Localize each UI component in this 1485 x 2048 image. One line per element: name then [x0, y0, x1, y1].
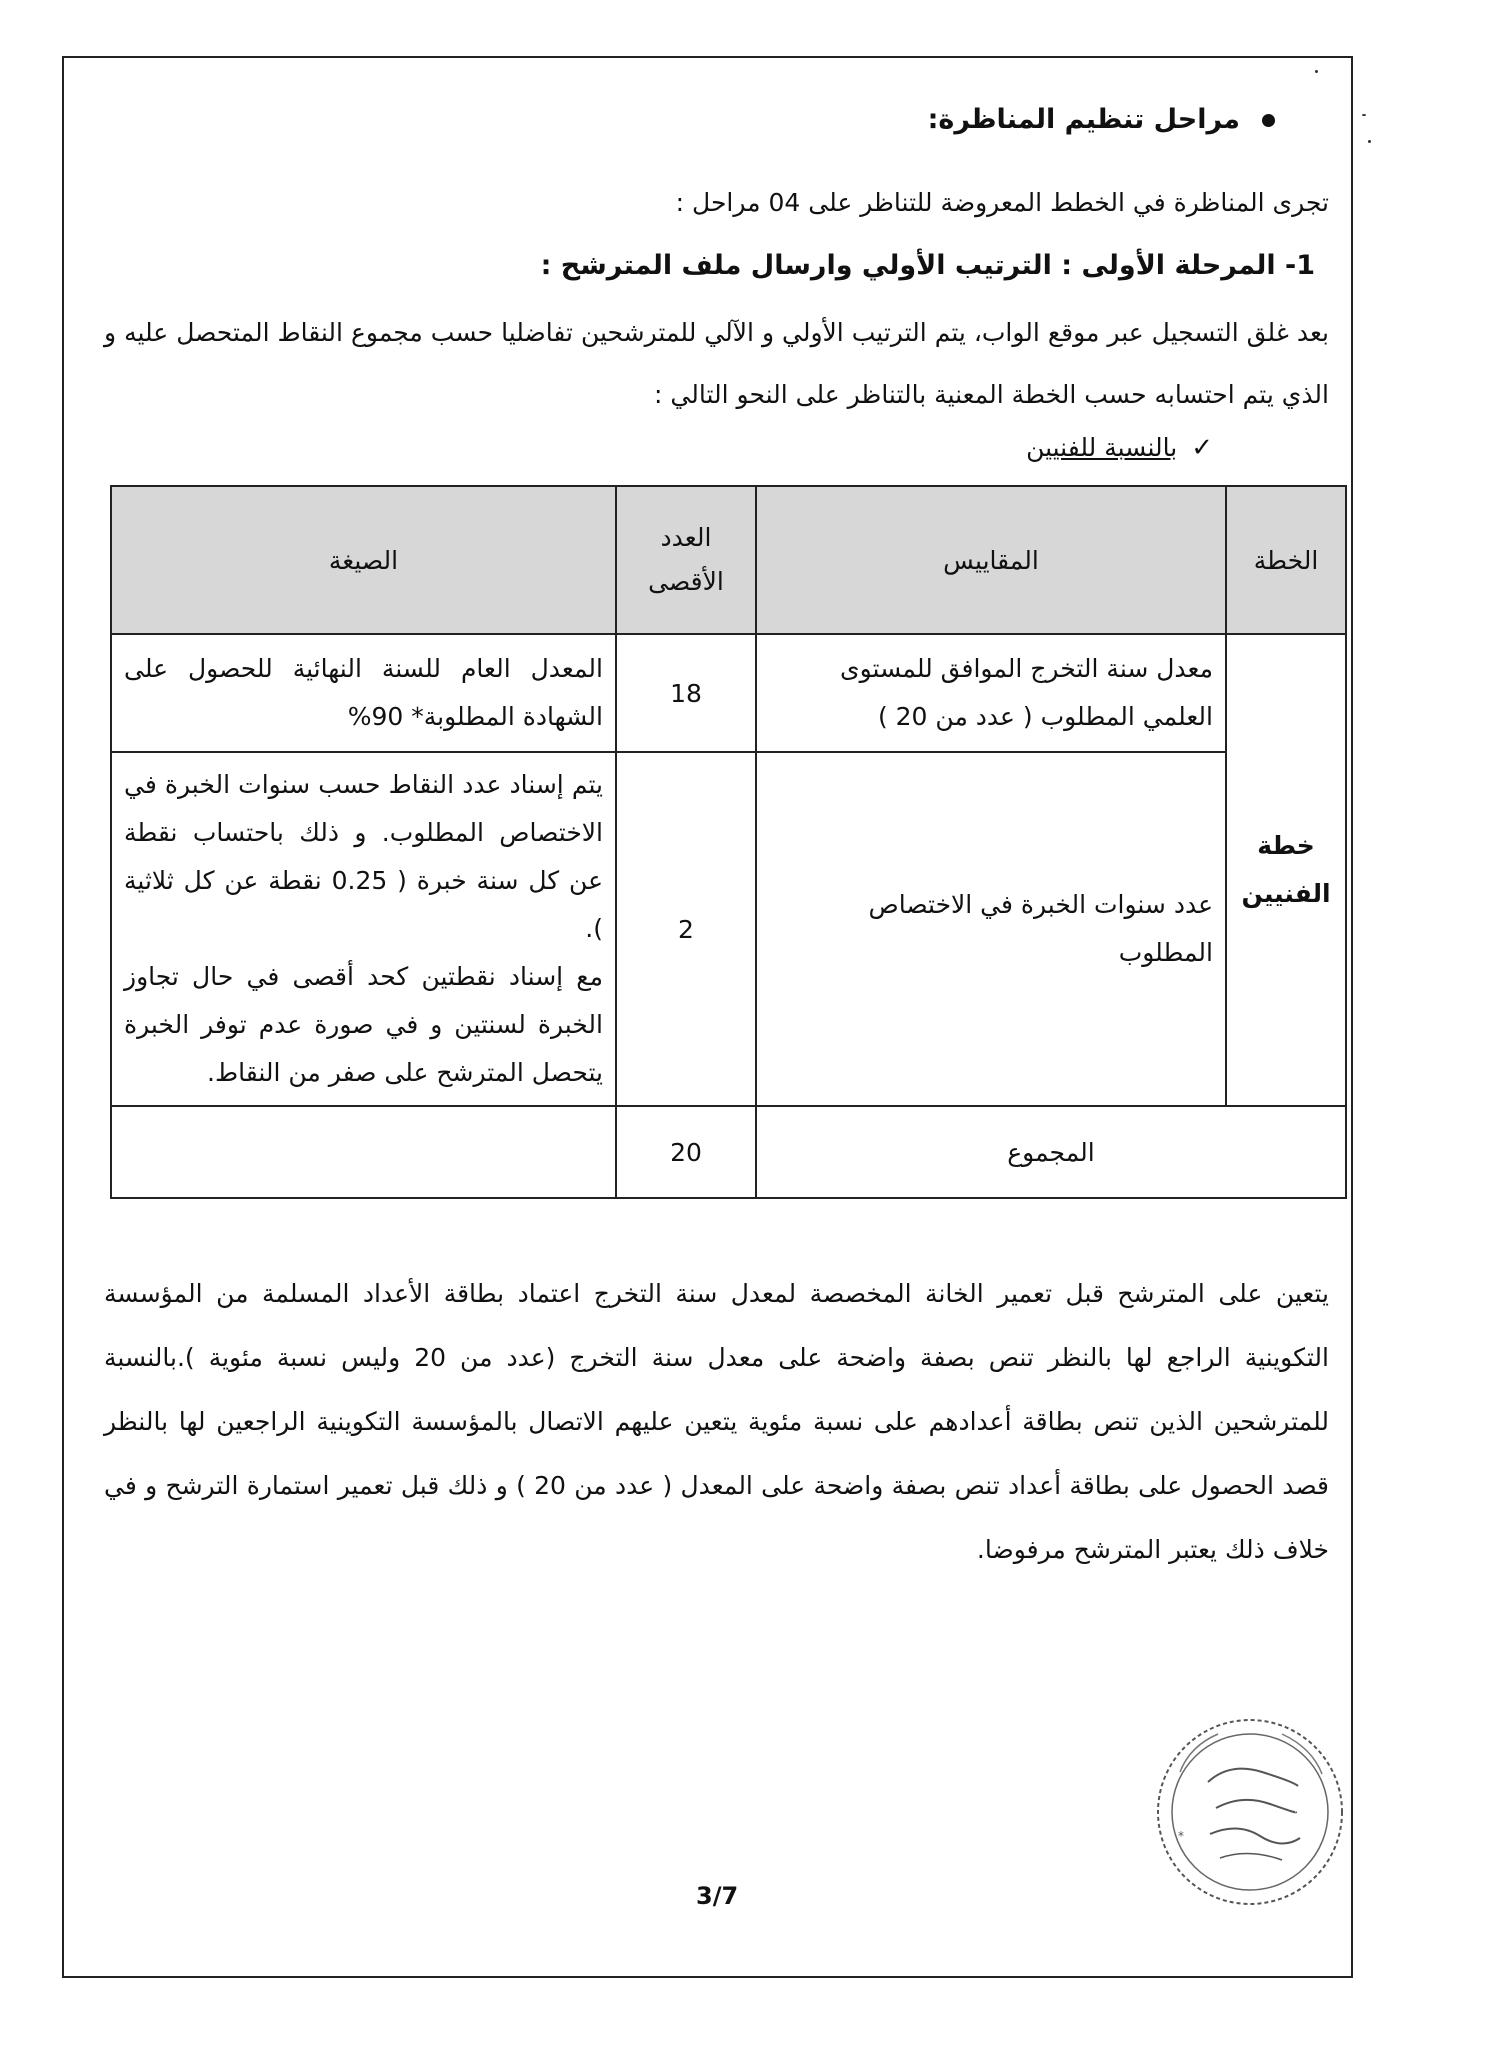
scan-speck [1362, 114, 1366, 116]
header-criteria: المقاييس [756, 486, 1226, 634]
bullet-icon [1262, 114, 1275, 127]
stamp-seal-icon [1150, 1712, 1350, 1912]
total-value: 20 [616, 1106, 756, 1198]
formula-cell [111, 752, 616, 1106]
scoring-table [110, 485, 1347, 1199]
section-heading: مراحل تنظيم المناظرة: [928, 104, 1275, 135]
criteria-cell: عدد سنوات الخبرة في الاختصاص المطلوب [756, 752, 1226, 1106]
scan-speck [1368, 140, 1371, 143]
formula-cell: المعدل العام للسنة النهائية للحصول على الشهادة المطلوبة* 90% [111, 634, 616, 752]
svg-text:*: * [1178, 1829, 1184, 1843]
total-empty-cell [111, 1106, 616, 1198]
official-stamp [1150, 1712, 1350, 1912]
max-cell: 2 [616, 752, 756, 1106]
phase-title: 1- المرحلة الأولى : الترتيب الأولي وارسال ملف المترشح : [540, 250, 1315, 281]
page-number: 3/7 [696, 1882, 739, 1910]
criteria-cell: معدل سنة التخرج الموافق للمستوى العلمي المطلوب ( عدد من 20 ) [756, 634, 1226, 752]
formula-part-2: مع إسناد نقطتين كحد أقصى في حال تجاوز الخبرة لسنتين و في صورة عدم توفر الخبرة يتحصل المترشح على صفر من النقاط. [124, 962, 603, 1087]
table-header-row [111, 486, 1346, 634]
subtitle-text: بالنسبة للفنيين [1026, 433, 1178, 462]
max-cell: 18 [616, 634, 756, 752]
intro-text: تجرى المناظرة في الخطط المعروضة للتناظر على 04 مراحل : [675, 188, 1329, 217]
table-row [111, 752, 1346, 1106]
formula-part-1: يتم إسناد عدد النقاط حسب سنوات الخبرة في الاختصاص المطلوب. و ذلك باحتساب نقطة عن كل سنة خبرة ( 0.25 نقطة عن كل ثلاثية ). [124, 770, 603, 943]
header-plan: الخطة [1226, 486, 1346, 634]
header-formula: الصيغة [111, 486, 616, 634]
checkmark-icon: ✓ [1191, 433, 1213, 463]
scan-speck [1315, 70, 1318, 73]
plan-name-cell: خطة الفنيين [1226, 634, 1346, 1106]
total-label: المجموع [756, 1106, 1346, 1198]
paragraph-grade-note: يتعين على المترشح قبل تعمير الخانة المخصصة لمعدل سنة التخرج اعتماد بطاقة الأعداد المسلمة من المؤسسة التكوينية الراجع لها بالنظر تنص بصفة واضحة على معدل سنة التخرج (عدد من 20 وليس نسبة مئوية ).بالنسبة للمترشحين الذين تنص بطاقة أعدادهم على نسبة مئوية يتعين عليهم الاتصال بالمؤسسة التكوينية الراجعين لها بالنظر قصد الحصول على بطاقة أعداد تنص بصفة واضحة على المعدل ( عدد من 20 ) و ذلك قبل تعمير استمارة الترشح و في خلاف ذلك يعتبر المترشح مرفوضا. [104, 1279, 1329, 1564]
table-row [111, 634, 1346, 752]
header-max: العدد الأقصى [616, 486, 756, 634]
paragraph-ranking: بعد غلق التسجيل عبر موقع الواب، يتم الترتيب الأولي و الآلي للمترشحين تفاضليا حسب مجموع النقاط المتحصل عليه و الذي يتم احتسابه حسب الخطة المعنية بالتناظر على النحو التالي : [104, 318, 1329, 409]
table-total-row [111, 1106, 1346, 1198]
subtitle-technicians [1026, 433, 1213, 463]
